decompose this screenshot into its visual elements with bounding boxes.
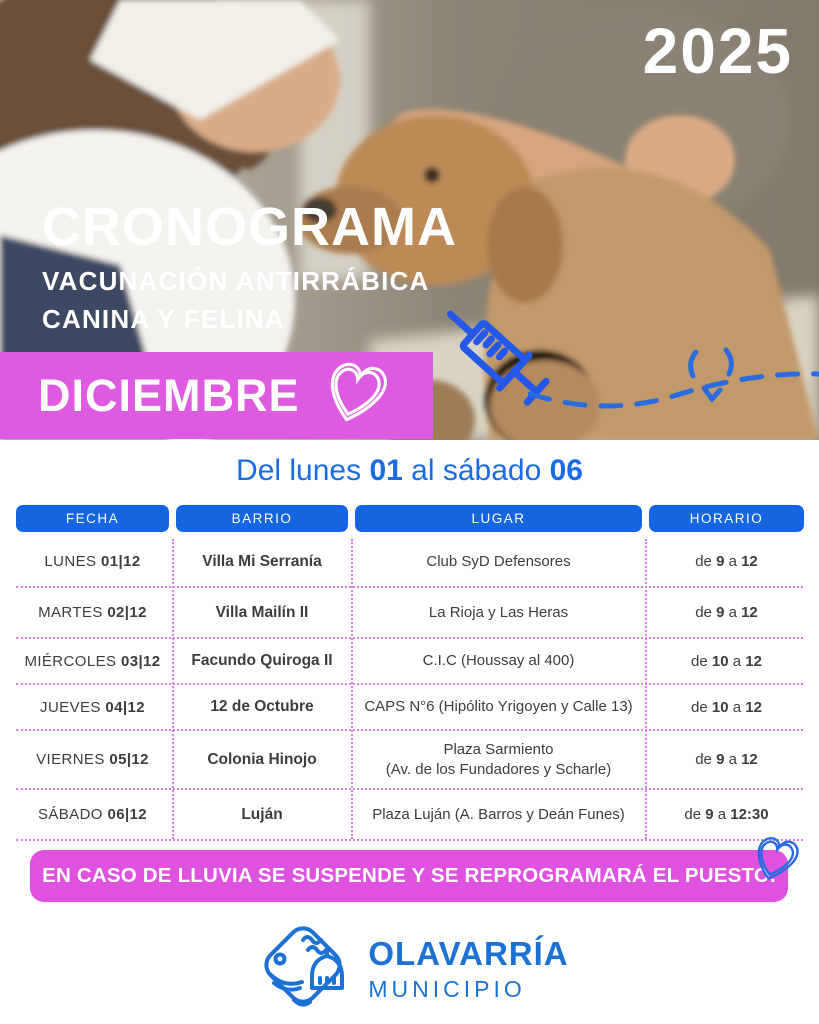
title-block	[42, 197, 457, 338]
table-row	[16, 790, 803, 841]
lugar-cell: Club SyD Defensores	[426, 552, 571, 570]
month-banner	[0, 352, 433, 439]
org-subtitle: MUNICIPIO	[368, 976, 526, 1002]
fecha-cell: LUNES 01|12	[44, 553, 141, 570]
table-header-row	[16, 505, 803, 532]
footer	[0, 918, 819, 1020]
horario-cell: de 9 a 12:30	[684, 806, 769, 823]
range-end-date: 06	[549, 454, 583, 487]
org-name: OLAVARRÍA	[368, 935, 569, 972]
barrio-cell: 12 de Octubre	[210, 698, 314, 715]
fecha-cell: MARTES 02|12	[38, 604, 147, 621]
olavarria-logo-icon	[250, 918, 356, 1020]
lugar-cell: Plaza Sarmiento (Av. de los Fundadores y Scharle)	[385, 741, 612, 778]
table-row	[16, 731, 803, 790]
column-header-fecha: FECHA	[16, 505, 169, 532]
lugar-cell: Plaza Luján (A. Barros y Deán Funes)	[372, 805, 625, 823]
range-start-date: 01	[369, 454, 403, 487]
column-divider	[172, 539, 174, 839]
horario-cell: de 9 a 12	[695, 604, 758, 621]
barrio-cell: Luján	[241, 805, 283, 823]
table-body	[16, 537, 803, 841]
lugar-cell: C.I.C (Houssay al 400)	[422, 652, 575, 670]
month-label: DICIEMBRE	[38, 369, 300, 421]
logo-text	[368, 935, 568, 1003]
rain-notice-text: EN CASO DE LLUVIA SE SUSPENDE Y SE REPROGRAMARÁ EL PUESTO.	[42, 864, 776, 887]
rain-notice-banner	[30, 850, 788, 902]
dashed-line-decoration	[528, 330, 819, 425]
horario-cell: de 10 a 12	[691, 652, 762, 670]
horario-cell: de 10 a 12	[691, 698, 762, 716]
column-header-horario: HORARIO	[649, 505, 804, 532]
horario-cell: de 9 a 12	[695, 751, 758, 768]
range-text-2: al sábado	[402, 454, 550, 487]
table-row	[16, 588, 803, 639]
lugar-cell: La Rioja y Las Heras	[428, 603, 569, 621]
column-header-lugar: LUGAR	[355, 505, 642, 532]
barrio-cell: Colonia Hinojo	[207, 750, 317, 768]
table-row	[16, 639, 803, 685]
date-range-heading	[0, 454, 819, 488]
horario-cell: de 9 a 12	[695, 553, 758, 570]
column-divider	[645, 539, 647, 839]
fecha-cell: VIERNES 05|12	[36, 751, 149, 768]
lugar-cell: CAPS N°6 (Hipólito Yrigoyen y Calle 13)	[364, 698, 633, 716]
fecha-cell: JUEVES 04|12	[40, 698, 145, 716]
table-row	[16, 685, 803, 731]
heart-doodle-icon	[748, 830, 802, 890]
barrio-cell: Facundo Quiroga II	[191, 652, 333, 669]
fecha-cell: SÁBADO 06|12	[37, 806, 148, 823]
heart-doodle-icon	[318, 354, 392, 434]
range-text: Del lunes	[236, 454, 370, 487]
poster-subtitle-line2: CANINA Y FELINA	[42, 303, 285, 334]
column-header-barrio: BARRIO	[176, 505, 348, 532]
year-label: 2025	[642, 15, 793, 87]
schedule-table	[16, 505, 803, 841]
table-row	[16, 537, 803, 588]
fecha-cell: MIÉRCOLES 03|12	[24, 652, 161, 670]
column-divider	[351, 539, 353, 839]
poster-subtitle-line1: VACUNACIÓN ANTIRRÁBICA	[42, 266, 430, 296]
barrio-cell: Villa Mailín II	[215, 603, 309, 621]
barrio-cell: Villa Mi Serranía	[202, 552, 322, 570]
poster-title: CRONOGRAMA	[42, 197, 457, 257]
